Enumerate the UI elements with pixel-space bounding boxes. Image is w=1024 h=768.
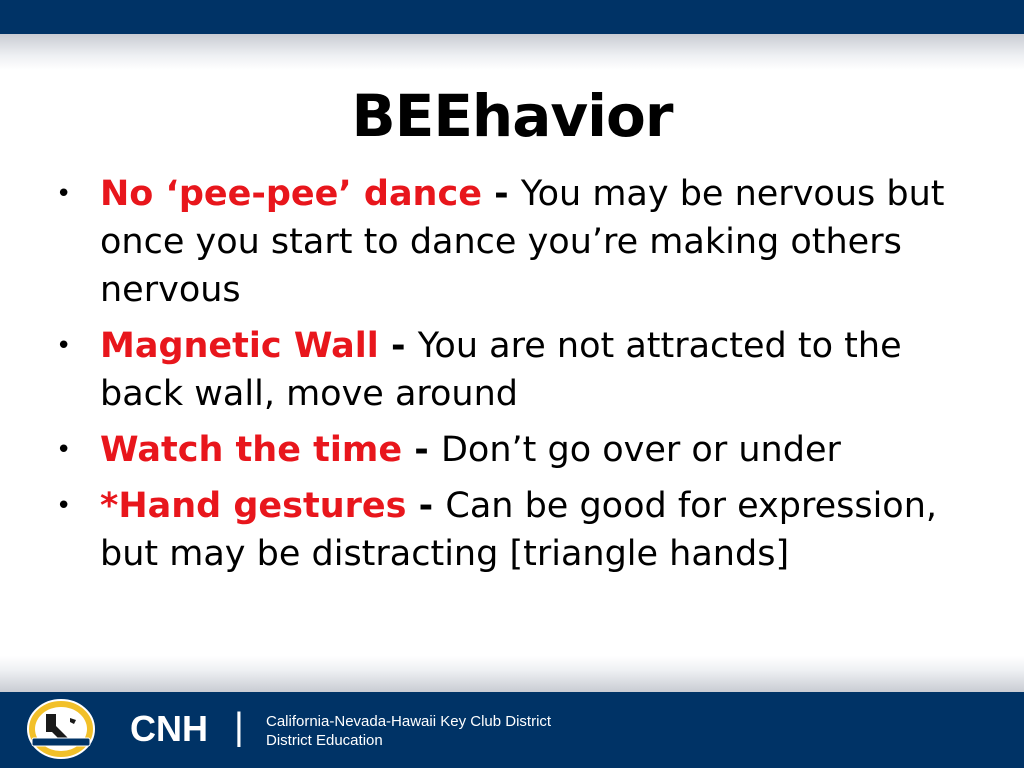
bullet-prefix: * — [100, 486, 119, 526]
bullet-term: Watch the time — [100, 430, 403, 470]
bullet-term: Hand gestures — [118, 486, 407, 526]
bullet-text: Can be good for expression, but may be distracting [triangle hands] — [100, 486, 938, 574]
footer-gradient-band — [0, 656, 1024, 692]
bullet-separator: - — [378, 326, 418, 366]
bullet-item — [56, 322, 956, 418]
bullet-text: Don’t go over or under — [440, 430, 841, 470]
bullet-text: You are not attracted to the back wall, move around — [100, 326, 902, 414]
bullet-item — [56, 170, 956, 314]
bullet-separator: - — [406, 486, 446, 526]
bullet-item — [56, 482, 956, 578]
header-gradient-band — [0, 34, 1024, 70]
bullet-separator: - — [481, 174, 521, 214]
bullet-marker: • — [56, 179, 72, 209]
footer-department: District Education — [266, 732, 383, 749]
footer-divider: | — [234, 706, 244, 748]
bullet-marker: • — [56, 435, 72, 465]
slide-title: BEEhavior — [351, 82, 673, 150]
bullet-item — [56, 426, 956, 474]
bullet-term: Magnetic Wall — [100, 326, 379, 366]
bullet-list — [56, 170, 956, 586]
key-club-seal-icon — [26, 698, 96, 760]
bullet-term: No ‘pee-pee’ dance — [100, 174, 482, 214]
bullet-marker: • — [56, 491, 72, 521]
header-bar — [0, 0, 1024, 34]
footer-text — [266, 712, 551, 750]
bullet-text: You may be nervous but once you start to dance you’re making others nervous — [100, 174, 945, 310]
bullet-separator: - — [402, 430, 441, 470]
footer-brand: CNH — [130, 708, 208, 749]
bullet-marker: • — [56, 331, 72, 361]
footer-district-name: California-Nevada-Hawaii Key Club District — [266, 713, 552, 730]
